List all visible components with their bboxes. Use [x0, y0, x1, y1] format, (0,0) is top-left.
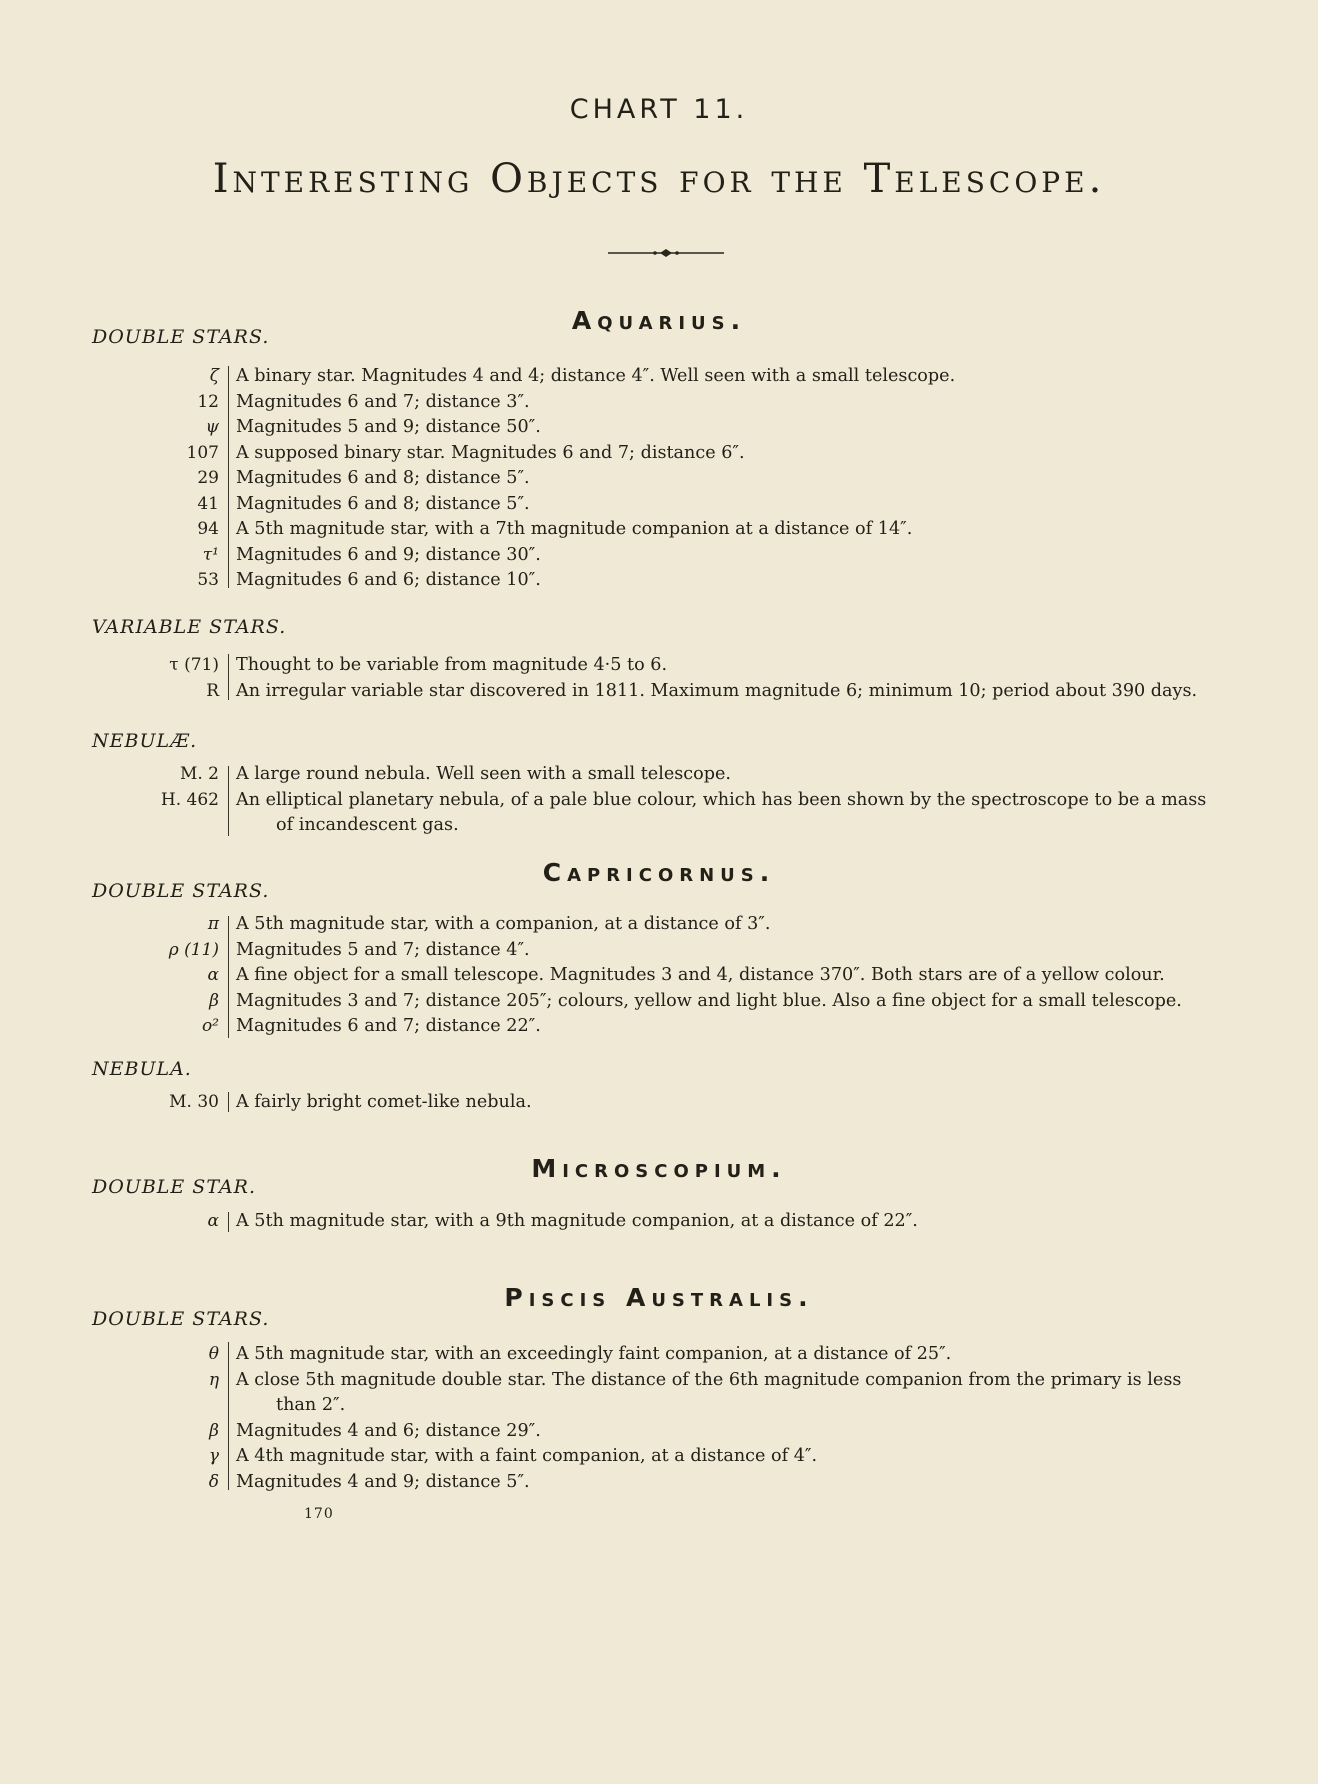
capricornus-double-stars-list — [0, 912, 1318, 1040]
list-item — [0, 415, 1318, 441]
star-description: Magnitudes 4 and 9; distance 5″. — [236, 1471, 530, 1492]
star-description: Magnitudes 6 and 8; distance 5″. — [236, 468, 530, 488]
list-item — [0, 364, 1318, 390]
star-description-continuation: than 2″. — [276, 1395, 346, 1415]
piscis-australis-double-stars-list — [0, 1342, 1318, 1495]
star-designation: η — [208, 1369, 219, 1390]
list-item — [0, 1444, 1318, 1470]
list-item — [0, 1419, 1318, 1445]
constellation-heading-aquarius: Aquarius. — [571, 306, 747, 335]
list-item — [0, 912, 1318, 938]
constellation-heading-microscopium: Microscopium. — [531, 1154, 787, 1183]
constellation-heading-piscis-australis: Piscis Australis. — [504, 1283, 814, 1312]
star-description: A close 5th magnitude double star. The distance of the 6th magnitude companion from the primary is less — [236, 1369, 1182, 1390]
capricornus-nebula-list — [0, 1090, 1318, 1116]
star-description: Magnitudes 6 and 6; distance 10″. — [236, 570, 541, 590]
star-description: An irregular variable star discovered in 1811. Maximum magnitude 6; minimum 10; period about 390 days. — [236, 680, 1198, 701]
list-item — [0, 517, 1318, 543]
section-label-double-stars: DOUBLE STARS. — [92, 880, 270, 902]
list-item — [0, 938, 1318, 964]
list-item-continuation — [0, 1393, 1318, 1419]
star-description: Magnitudes 6 and 8; distance 5″. — [236, 493, 530, 514]
aquarius-nebulae-list — [0, 762, 1318, 839]
star-description: Magnitudes 4 and 6; distance 29″. — [236, 1420, 541, 1441]
object-designation: M. 2 — [179, 764, 219, 784]
list-item — [0, 1368, 1318, 1394]
list-item — [0, 390, 1318, 416]
list-item — [0, 1090, 1318, 1116]
star-designation: ψ — [205, 417, 219, 437]
list-item — [0, 679, 1318, 705]
star-description: A 4th magnitude star, with a faint companion, at a distance of 4″. — [236, 1446, 818, 1466]
list-item — [0, 762, 1318, 788]
star-designation: α — [207, 965, 219, 985]
aquarius-double-stars-list — [0, 364, 1318, 594]
star-designation: 12 — [197, 391, 219, 412]
list-item — [0, 543, 1318, 569]
star-designation: β — [209, 990, 219, 1011]
list-item — [0, 441, 1318, 467]
star-description: A binary star. Magnitudes 4 and 4; distance 4″. Well seen with a small telescope. — [236, 366, 956, 386]
star-designation: 29 — [197, 468, 219, 488]
microscopium-double-star-list — [0, 1209, 1318, 1235]
list-item — [0, 568, 1318, 594]
star-designation: o² — [201, 1016, 219, 1036]
object-designation: M. 30 — [169, 1092, 219, 1112]
star-designation: δ — [208, 1471, 219, 1492]
aquarius-variable-stars-list — [0, 653, 1318, 704]
star-designation: 94 — [197, 519, 219, 539]
object-description: An elliptical planetary nebula, of a pale blue colour, which has been shown by the spectroscope to be a mass — [236, 789, 1207, 810]
star-description: A 5th magnitude star, with a companion, at a distance of 3″. — [236, 914, 771, 934]
section-label-nebulae: NEBULÆ. — [92, 730, 198, 752]
constellation-heading-capricornus: Capricornus. — [542, 858, 776, 887]
object-designation: H. 462 — [160, 789, 219, 810]
section-label-variable-stars: VARIABLE STARS. — [92, 616, 287, 638]
object-description: A large round nebula. Well seen with a small telescope. — [236, 764, 732, 784]
list-item — [0, 788, 1318, 814]
list-item — [0, 1342, 1318, 1368]
star-description: Magnitudes 5 and 7; distance 4″. — [236, 939, 530, 960]
star-designation: θ — [208, 1344, 219, 1364]
star-designation: 41 — [197, 493, 219, 514]
star-description: Magnitudes 3 and 7; distance 205″; colours, yellow and light blue. Also a fine object for a small telescope. — [236, 990, 1182, 1011]
star-designation: 53 — [197, 570, 219, 590]
star-designation: ζ — [209, 366, 219, 386]
star-description: A 5th magnitude star, with a 9th magnitude companion, at a distance of 22″. — [236, 1211, 918, 1231]
section-label-double-star: DOUBLE STAR. — [92, 1176, 257, 1198]
list-item — [0, 653, 1318, 679]
star-designation: R — [206, 680, 219, 701]
list-item — [0, 492, 1318, 518]
page-title: Interesting Objects for the Telescope. — [212, 156, 1106, 202]
list-item-continuation — [0, 813, 1318, 839]
star-description: Magnitudes 6 and 7; distance 22″. — [236, 1016, 541, 1036]
object-description-continuation: of incandescent gas. — [276, 815, 459, 835]
star-designation: π — [207, 914, 219, 934]
star-designation: τ¹ — [202, 544, 219, 565]
chart-label: CHART 11. — [569, 94, 749, 125]
star-description: Magnitudes 6 and 7; distance 3″. — [236, 391, 530, 412]
list-item — [0, 963, 1318, 989]
star-designation: α — [207, 1211, 219, 1231]
page-number: 170 — [304, 1506, 334, 1522]
section-label-double-stars: DOUBLE STARS. — [92, 1308, 270, 1330]
list-item — [0, 1470, 1318, 1496]
section-label-double-stars: DOUBLE STARS. — [92, 326, 270, 348]
star-description: A fine object for a small telescope. Magnitudes 3 and 4, distance 370″. Both stars are of a yellow colour. — [236, 965, 1165, 985]
list-item — [0, 466, 1318, 492]
object-description: A fairly bright comet-like nebula. — [236, 1092, 532, 1112]
star-description: A 5th magnitude star, with an exceedingly faint companion, at a distance of 25″. — [236, 1344, 952, 1364]
section-label-nebula: NEBULA. — [92, 1058, 192, 1080]
star-description: A 5th magnitude star, with a 7th magnitude companion at a distance of 14″. — [236, 519, 913, 539]
star-designation: ρ (11) — [168, 939, 219, 960]
list-item — [0, 1014, 1318, 1040]
star-designation: β — [209, 1420, 219, 1441]
star-designation: γ — [208, 1446, 219, 1466]
list-item — [0, 1209, 1318, 1235]
star-designation: τ (71) — [169, 655, 219, 675]
star-description: A supposed binary star. Magnitudes 6 and 7; distance 6″. — [236, 442, 745, 463]
star-description: Magnitudes 6 and 9; distance 30″. — [236, 544, 541, 565]
ornament-divider — [608, 248, 724, 258]
star-designation: 107 — [186, 442, 219, 463]
star-description: Thought to be variable from magnitude 4·5 to 6. — [236, 655, 668, 675]
list-item — [0, 989, 1318, 1015]
star-description: Magnitudes 5 and 9; distance 50″. — [236, 417, 541, 437]
